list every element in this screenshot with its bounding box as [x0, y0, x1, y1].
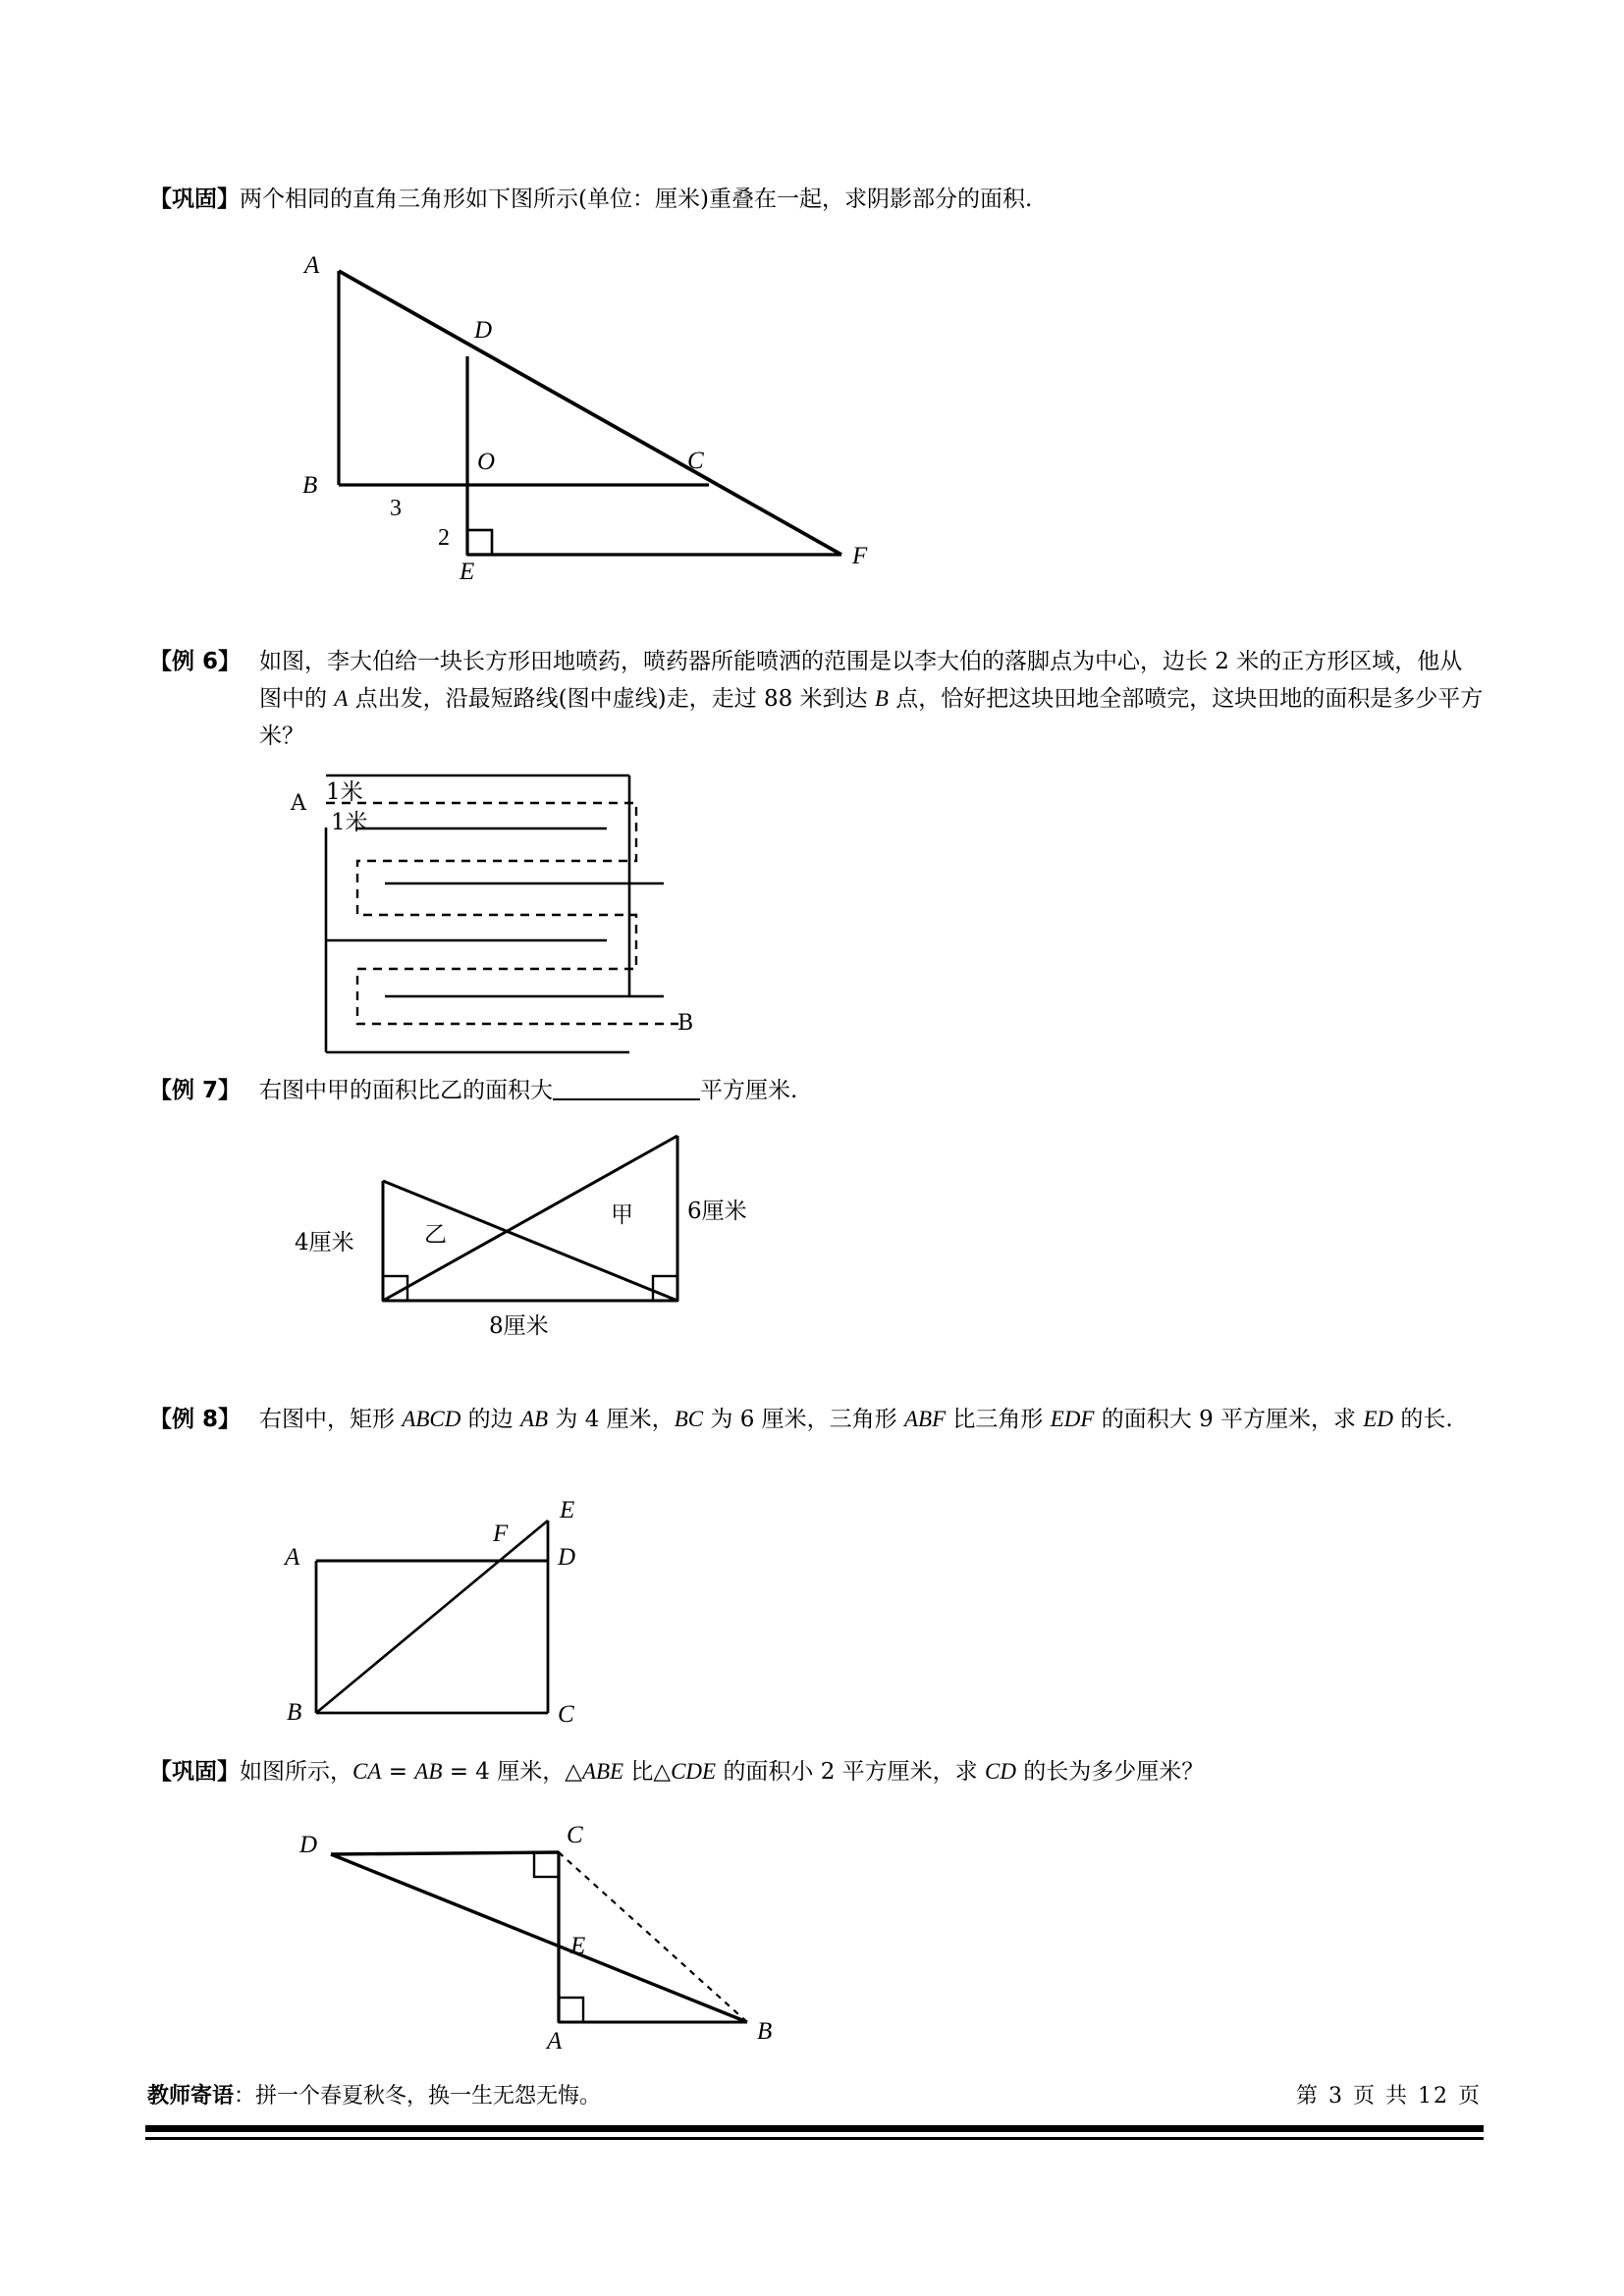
problem-4-var-ab: AB [520, 1407, 549, 1431]
figure-1-canvas [295, 253, 903, 577]
figure-4-label-C: C [558, 1701, 574, 1728]
figure-2-measure-1mi-second: 1米 [331, 810, 368, 835]
teacher-motto [147, 2079, 601, 2109]
problem-4-seg5: 比三角形 [946, 1407, 1051, 1432]
problem-4-var-abf: ABF [903, 1407, 947, 1431]
figure-serpentine-spray-path [291, 772, 703, 1066]
figure-overlapping-right-triangles [295, 252, 903, 585]
figure-3-label-left-side: 4厘米 [295, 1230, 354, 1255]
figure-4-label-D: D [558, 1544, 576, 1571]
problem-4-seg1: 右图中，矩形 [259, 1407, 403, 1432]
figure-2-label-A: A [291, 791, 306, 816]
problem-4-seg7: 的长. [1393, 1407, 1453, 1432]
figure-crossed-triangles [275, 1114, 785, 1399]
figure-1-label-E: E [460, 559, 475, 585]
answer-blank[interactable] [553, 1098, 700, 1100]
problem-4-var-abcd: ABCD [402, 1407, 461, 1431]
problem-4-seg3: 为 4 厘米， [548, 1407, 675, 1432]
problem-3-body [259, 1072, 1485, 1109]
figure-1-label-D: D [474, 317, 493, 344]
problem-4-seg4: 为 6 厘米，三角形 [703, 1407, 904, 1432]
problem-5-eq2: = 4 厘米，△ [442, 1759, 582, 1785]
figure-4-label-E: E [560, 1497, 575, 1523]
footer-rule-thin [145, 2137, 1484, 2140]
problem-5-var-ca: CA [352, 1759, 382, 1784]
problem-5-seg3: 的面积小 2 平方厘米，求 [716, 1759, 985, 1785]
figure-2-label-B: B [677, 1011, 694, 1036]
problem-5-seg2: 比△ [623, 1759, 672, 1785]
problem-4-seg6: 的面积大 9 平方厘米，求 [1094, 1407, 1364, 1432]
figure-1-measure-2: 2 [438, 525, 450, 551]
figure-4-label-B: B [287, 1699, 302, 1726]
problem-2-seg3: 点，恰好把这块田地全部喷完，这块田地的面积是多少平方米？ [259, 686, 1484, 749]
problem-4-var-bc: BC [674, 1407, 704, 1431]
figure-4-label-F: F [493, 1521, 509, 1547]
figure-4-canvas [275, 1484, 668, 1769]
figure-1-label-F: F [852, 543, 868, 569]
problem-2-text [149, 643, 1485, 755]
figure-3-region-yi: 乙 [424, 1222, 447, 1248]
teacher-motto-separator: ： [234, 2084, 256, 2109]
problem-4-text [149, 1401, 1485, 1438]
problem-2-tag: 【例 6】 [149, 649, 242, 674]
problem-1-tag: 【巩固】 [149, 187, 240, 212]
problem-3-tag: 【例 7】 [149, 1078, 242, 1103]
figure-2-measure-1mi-top: 1米 [326, 779, 363, 805]
figure-1-measure-3: 3 [390, 496, 402, 521]
problem-2-seg1: 如图，李大伯给一块长方形田地喷药，喷药器所能喷洒的范围是以李大伯的落脚点为中心，边长 2 米的正方形区域，他从图中的 [259, 649, 1463, 712]
problem-5-var-cd: CD [984, 1759, 1016, 1784]
teacher-motto-text: 拼一个春夏秋冬，换一生无怨无悔。 [255, 2084, 602, 2109]
problem-3-text [149, 1072, 1485, 1109]
problem-3-seg1: 右图中甲的面积比乙的面积大 [259, 1078, 553, 1103]
problem-2-body [259, 643, 1485, 755]
problem-5-text [149, 1753, 1494, 1790]
teacher-motto-label: 教师寄语 [147, 2084, 235, 2109]
problem-3-seg2: 平方厘米. [700, 1078, 798, 1103]
problem-4-var-ed: ED [1363, 1407, 1394, 1431]
figure-4-label-A: A [285, 1544, 300, 1571]
figure-1-label-O: O [477, 449, 496, 475]
figure-1-label-A: A [304, 252, 320, 279]
figure-rectangle-abcd [275, 1484, 668, 1769]
figure-3-region-jia: 甲 [611, 1202, 633, 1228]
problem-2-var-A: A [334, 686, 349, 711]
figure-5-label-E: E [570, 1933, 586, 1959]
figure-5-label-B: B [757, 2018, 773, 2045]
problem-5-body [240, 1753, 1494, 1790]
footer-rule-thick [145, 2125, 1484, 2132]
problem-5-var-cde: CDE [671, 1759, 717, 1784]
problem-4-seg2: 的边 [460, 1407, 520, 1432]
problem-4-var-edf: EDF [1050, 1407, 1095, 1431]
problem-4-tag: 【例 8】 [149, 1407, 242, 1432]
problem-5-seg1: 如图所示， [240, 1759, 352, 1785]
figure-3-label-bottom-side: 8厘米 [489, 1313, 549, 1339]
problem-4-body [259, 1401, 1485, 1438]
footer-row [147, 2079, 1482, 2109]
problem-5-tag: 【巩固】 [149, 1759, 240, 1785]
figure-5-canvas [280, 1811, 790, 2071]
figure-5-label-D: D [299, 1832, 318, 1858]
problem-2-seg2: 点出发，沿最短路线(图中虚线)走，走过 88 米到达 [348, 686, 875, 712]
figure-5-label-A: A [547, 2028, 563, 2055]
problem-2-var-B: B [874, 686, 889, 711]
figure-1-label-B: B [302, 472, 318, 499]
problem-1-text [149, 181, 1485, 218]
page-indicator: 第 3 页 共 12 页 [1296, 2084, 1482, 2109]
problem-1-body: 两个相同的直角三角形如下图所示(单位：厘米)重叠在一起，求阴影部分的面积. [240, 187, 1033, 212]
figure-3-label-right-side: 6厘米 [687, 1199, 747, 1224]
figure-triangle-dab [280, 1811, 790, 2071]
problem-5-eq1: = [381, 1759, 415, 1785]
problem-5-var-abe: ABE [581, 1759, 624, 1784]
figure-3-canvas [275, 1114, 785, 1399]
problem-5-var-ab: AB [414, 1759, 443, 1784]
figure-1-label-C: C [687, 448, 704, 474]
figure-5-label-C: C [567, 1822, 583, 1848]
problem-5-seg4: 的长为多少厘米？ [1015, 1759, 1205, 1785]
